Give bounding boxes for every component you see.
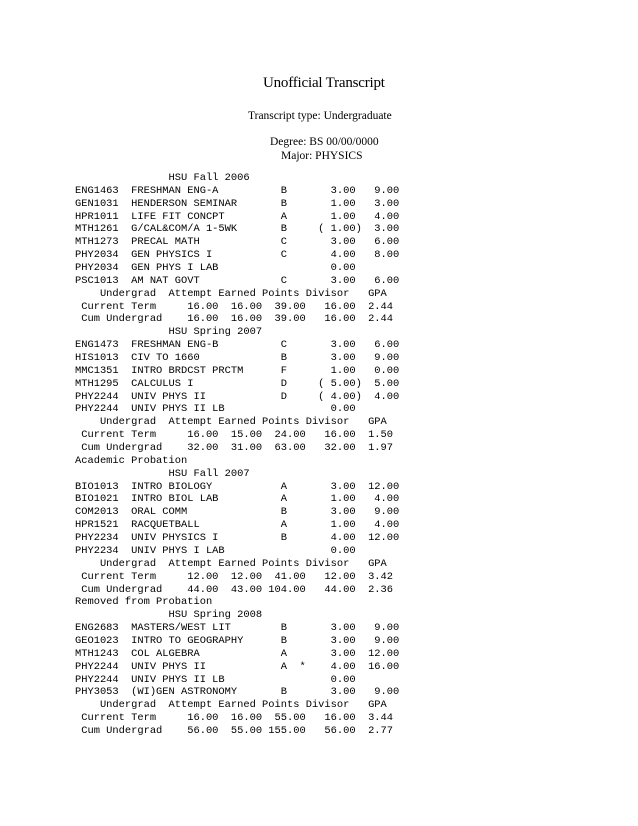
course-row: PHY2244 UNIV PHYS II A * 4.00 16.00 bbox=[75, 660, 400, 673]
course-row: PHY2244 UNIV PHYS II LB 0.00 bbox=[75, 403, 356, 416]
course-row: MTH1273 PRECAL MATH C 3.00 6.00 bbox=[75, 236, 400, 249]
course-row: MMC1351 INTRO BRDCST PRCTM F 1.00 0.00 bbox=[75, 364, 400, 377]
summary-header: Undergrad Attempt Earned Points Divisor GPA bbox=[75, 557, 387, 570]
course-row: ENG1473 FRESHMAN ENG-B C 3.00 6.00 bbox=[75, 339, 400, 352]
course-row: GEO1023 INTRO TO GEOGRAPHY B 3.00 9.00 bbox=[75, 634, 400, 647]
course-row: MTH1261 G/CAL&COM/A 1-5WK B ( 1.00) 3.00 bbox=[75, 223, 400, 236]
course-row: HPR1011 LIFE FIT CONCPT A 1.00 4.00 bbox=[75, 210, 400, 223]
course-row: PHY2034 GEN PHYSICS I C 4.00 8.00 bbox=[75, 249, 400, 262]
course-row: BIO1013 INTRO BIOLOGY A 3.00 12.00 bbox=[75, 480, 400, 493]
summary-header: Undergrad Attempt Earned Points Divisor GPA bbox=[75, 699, 387, 712]
summary-current-term: Current Term 16.00 16.00 55.00 16.00 3.44 bbox=[75, 712, 394, 725]
major-line: Major: PHYSICS bbox=[281, 150, 363, 162]
transcript-body bbox=[75, 172, 399, 738]
transcript-title: Unofficial Transcript bbox=[263, 75, 385, 91]
course-row: MTH1243 COL ALGEBRA A 3.00 12.00 bbox=[75, 647, 400, 660]
academic-status-note: Removed from Probation bbox=[75, 596, 213, 609]
course-row: HIS1013 CIV TO 1660 B 3.00 9.00 bbox=[75, 352, 400, 365]
course-row: PHY2234 UNIV PHYSICS I B 4.00 12.00 bbox=[75, 532, 400, 545]
summary-current-term: Current Term 12.00 12.00 41.00 12.00 3.42 bbox=[75, 570, 394, 583]
course-row: PSC1013 AM NAT GOVT C 3.00 6.00 bbox=[75, 274, 400, 287]
summary-current-term: Current Term 16.00 15.00 24.00 16.00 1.50 bbox=[75, 429, 394, 442]
course-row: PHY2244 UNIV PHYS II LB 0.00 bbox=[75, 673, 356, 686]
summary-cumulative: Cum Undergrad 16.00 16.00 39.00 16.00 2.44 bbox=[75, 313, 394, 326]
summary-header: Undergrad Attempt Earned Points Divisor GPA bbox=[75, 287, 387, 300]
course-row: ENG1463 FRESHMAN ENG-A B 3.00 9.00 bbox=[75, 184, 400, 197]
course-row: MTH1295 CALCULUS I D ( 5.00) 5.00 bbox=[75, 377, 400, 390]
term-section bbox=[75, 468, 399, 609]
summary-cumulative: Cum Undergrad 44.00 43.00 104.00 44.00 2.36 bbox=[75, 583, 394, 596]
term-title: HSU Fall 2006 bbox=[75, 172, 250, 184]
term-title: HSU Spring 2007 bbox=[75, 326, 263, 339]
academic-status-note: Academic Probation bbox=[75, 454, 188, 467]
term-section bbox=[75, 172, 399, 326]
term-title: HSU Fall 2007 bbox=[75, 467, 250, 480]
term-title: HSU Spring 2008 bbox=[75, 609, 263, 622]
summary-header: Undergrad Attempt Earned Points Divisor GPA bbox=[75, 416, 387, 429]
transcript-type: Transcript type: Undergraduate bbox=[248, 110, 392, 122]
course-row: PHY2034 GEN PHYS I LAB 0.00 bbox=[75, 262, 356, 275]
course-row: COM2013 ORAL COMM B 3.00 9.00 bbox=[75, 506, 400, 519]
summary-cumulative: Cum Undergrad 56.00 55.00 155.00 56.00 2.77 bbox=[75, 724, 394, 737]
course-row: BIO1021 INTRO BIOL LAB A 1.00 4.00 bbox=[75, 493, 400, 506]
term-section bbox=[75, 609, 399, 738]
course-row: PHY2234 UNIV PHYS I LAB 0.00 bbox=[75, 544, 356, 557]
course-row: GEN1031 HENDERSON SEMINAR B 1.00 3.00 bbox=[75, 197, 400, 210]
degree-line: Degree: BS 00/00/0000 bbox=[270, 136, 379, 148]
course-row: PHY2244 UNIV PHYS II D ( 4.00) 4.00 bbox=[75, 390, 400, 403]
course-row: PHY3053 (WI)GEN ASTRONOMY B 3.00 9.00 bbox=[75, 686, 400, 699]
summary-current-term: Current Term 16.00 16.00 39.00 16.00 2.44 bbox=[75, 300, 394, 313]
course-row: ENG2683 MASTERS/WEST LIT B 3.00 9.00 bbox=[75, 622, 400, 635]
course-row: HPR1521 RACQUETBALL A 1.00 4.00 bbox=[75, 519, 400, 532]
term-section bbox=[75, 326, 399, 467]
summary-cumulative: Cum Undergrad 32.00 31.00 63.00 32.00 1.97 bbox=[75, 442, 394, 455]
